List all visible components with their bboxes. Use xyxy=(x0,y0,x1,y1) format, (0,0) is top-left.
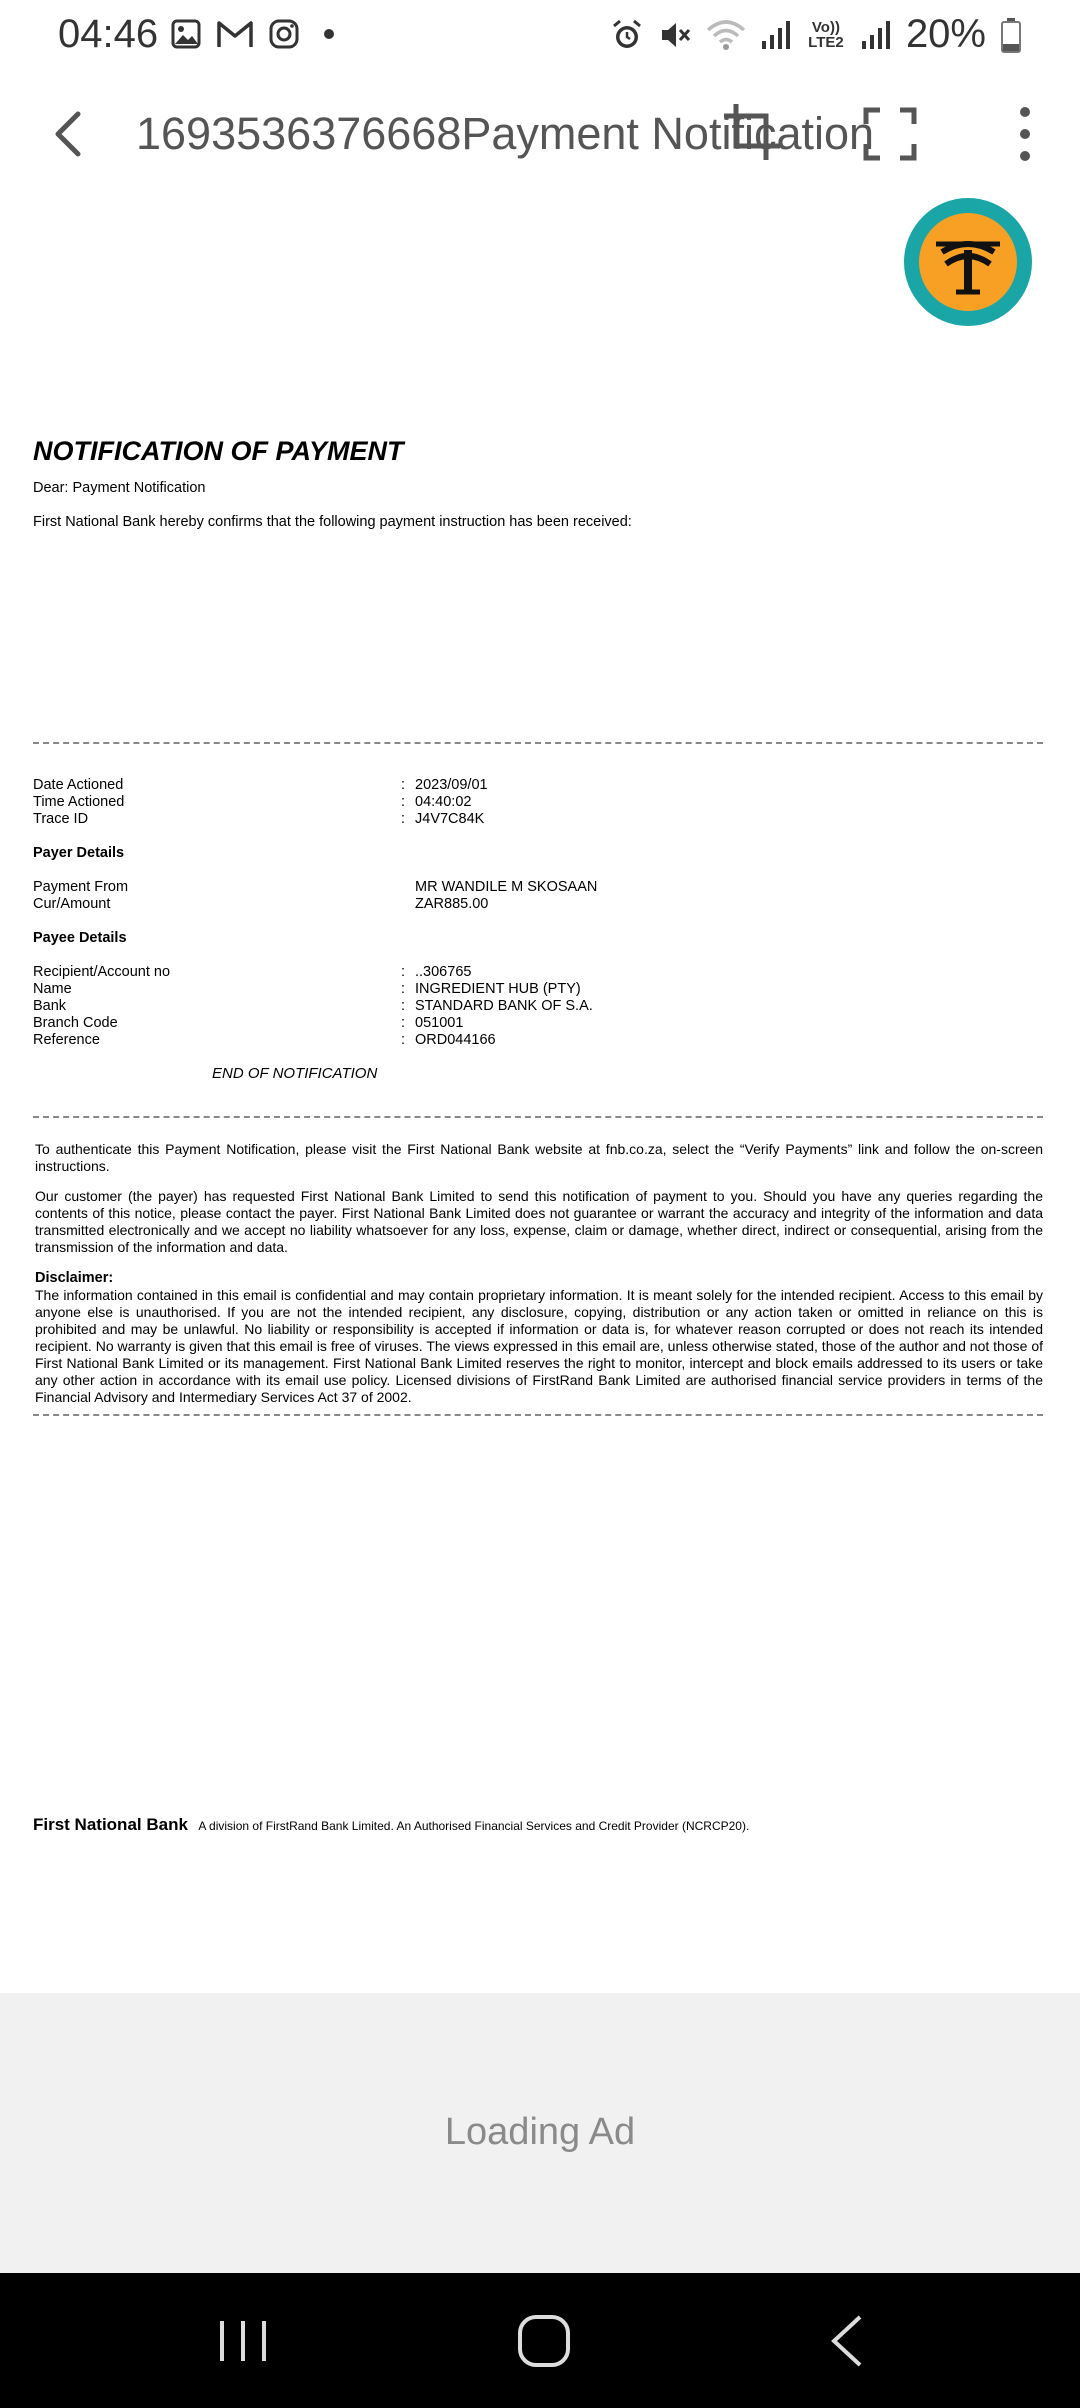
customer-paragraph: Our customer (the payer) has requested First National Bank Limited to send this notification of payment to you. Should you have any queries regarding the contents of this notice, please contact the payer. First National Bank Limited does not guarantee or warrant the accuracy and integrity of the information and data transmitted electronically and we accept no liability whatsoever for any loss, expense, claim or damage, whether direct, indirect or consequential, arising from the transmission of the information and data. xyxy=(35,1188,1043,1255)
end-of-notification: END OF NOTIFICATION xyxy=(212,1065,378,1082)
detail-label: Trace ID xyxy=(33,811,89,827)
footer-brand: First National Bank xyxy=(33,1815,188,1834)
navigation-bar xyxy=(0,2273,1080,2408)
bank-value: STANDARD BANK OF S.A. xyxy=(415,998,593,1014)
branch-code-value: 051001 xyxy=(415,1015,464,1031)
detail-label: Name xyxy=(33,981,72,997)
authenticate-paragraph: To authenticate this Payment Notification, please visit the First National Bank website at fnb.co.za, select the “Verify Payments” link and follow the on-screen instructions. xyxy=(35,1141,1043,1174)
mute-icon xyxy=(658,18,692,52)
document-footer xyxy=(33,1815,749,1835)
payee-details-heading: Payee Details xyxy=(33,930,127,946)
more-vert-icon[interactable] xyxy=(1000,104,1050,164)
detail-colon: : xyxy=(401,811,406,827)
signal-icon xyxy=(860,19,892,51)
ad-loading-text: Loading Ad xyxy=(444,2111,636,2153)
home-icon[interactable] xyxy=(516,2313,572,2369)
volte-label: Vo)) LTE2 xyxy=(808,18,844,51)
back-icon[interactable] xyxy=(826,2313,866,2369)
detail-label: Recipient/Account no xyxy=(33,964,171,980)
greeting: Dear: Payment Notification xyxy=(33,480,206,496)
detail-label: Time Actioned xyxy=(33,794,125,810)
recent-apps-icon[interactable] xyxy=(216,2317,270,2365)
detail-label: Bank xyxy=(33,998,67,1014)
payer-details-heading: Payer Details xyxy=(33,845,125,861)
detail-row xyxy=(33,998,1033,1016)
time-actioned-value: 04:40:02 xyxy=(415,794,472,810)
detail-row xyxy=(33,777,1033,795)
gmail-icon xyxy=(216,19,254,49)
date-actioned-value: 2023/09/01 xyxy=(415,777,488,793)
detail-row xyxy=(33,794,1033,812)
detail-colon: : xyxy=(401,964,406,980)
status-time: 04:46 xyxy=(58,12,159,56)
reference-value: ORD044166 xyxy=(415,1032,496,1048)
notification-heading: NOTIFICATION OF PAYMENT xyxy=(33,436,404,466)
fullscreen-icon[interactable] xyxy=(860,104,920,164)
detail-colon: : xyxy=(401,777,406,793)
viewer-toolbar xyxy=(0,90,1080,180)
back-arrow-icon[interactable] xyxy=(40,104,100,164)
divider xyxy=(33,1116,1043,1118)
detail-row xyxy=(33,896,1033,914)
detail-row xyxy=(33,1015,1033,1033)
detail-row xyxy=(33,964,1033,982)
battery-icon xyxy=(1000,17,1022,53)
confirmation-text: First National Bank hereby confirms that the following payment instruction has been received: xyxy=(33,514,632,530)
payee-name-value: INGREDIENT HUB (PTY) xyxy=(415,981,581,997)
wifi-icon xyxy=(706,18,746,52)
signal-icon xyxy=(760,19,792,51)
status-bar xyxy=(0,0,1080,72)
disclaimer-paragraph: The information contained in this email is confidential and may contain proprietary information. It is meant solely for the intended recipient. Access to this email by anyone else is unauthorised. If you are not the intended recipient, any disclosure, copying, distribution or any action taken or omitted in reliance on this is prohibited and may be unlawful. No liability or responsibility is accepted if information or data is, for whatever reason corrupted or does not reach its intended recipient. No warranty is given that this email is free of viruses. The views expressed in this email are, unless otherwise stated, those of the author and not those of First National Bank Limited or its management. First National Bank Limited reserves the right to monitor, intercept and block emails addressed to its users or take any other action in accordance with its email use policy. Licensed divisions of FirstRand Bank Limited are authorised financial service providers in terms of the Financial Advisory and Intermediary Services Act 37 of 2002. xyxy=(35,1287,1043,1405)
detail-colon: : xyxy=(401,1032,406,1048)
battery-percent: 20% xyxy=(905,12,986,56)
detail-row xyxy=(33,811,1033,829)
fnb-tree-logo-icon xyxy=(902,196,1034,328)
detail-row xyxy=(33,1032,1033,1050)
dot-icon xyxy=(314,19,344,49)
detail-row xyxy=(33,879,1033,897)
document-title: 1693536376668Payment Notification xyxy=(136,108,875,159)
detail-label: Branch Code xyxy=(33,1015,118,1031)
detail-colon: : xyxy=(401,794,406,810)
alarm-icon xyxy=(610,18,644,52)
detail-colon: : xyxy=(401,1015,406,1031)
divider xyxy=(33,1414,1043,1416)
account-number-value: ..306765 xyxy=(415,964,472,980)
detail-label: Date Actioned xyxy=(33,777,124,793)
gallery-icon xyxy=(170,18,202,50)
instagram-icon xyxy=(268,18,300,50)
disclaimer-heading: Disclaimer: xyxy=(35,1270,114,1286)
detail-row xyxy=(33,981,1033,999)
divider xyxy=(33,742,1043,744)
amount-value: ZAR885.00 xyxy=(415,896,489,912)
detail-label: Payment From xyxy=(33,879,129,895)
notification-icons xyxy=(170,18,344,50)
ad-banner[interactable] xyxy=(0,1993,1080,2273)
detail-colon: : xyxy=(401,998,406,1014)
crop-icon[interactable] xyxy=(720,100,784,164)
payment-from-value: MR WANDILE M SKOSAAN xyxy=(415,879,598,895)
detail-label: Cur/Amount xyxy=(33,896,111,912)
system-icons xyxy=(610,12,1022,57)
detail-colon: : xyxy=(401,981,406,997)
trace-id-value: J4V7C84K xyxy=(415,811,485,827)
footer-fine-print: A division of FirstRand Bank Limited. An Authorised Financial Services and Credit Provider (NCRCP20). xyxy=(198,1819,750,1833)
detail-label: Reference xyxy=(33,1032,100,1048)
